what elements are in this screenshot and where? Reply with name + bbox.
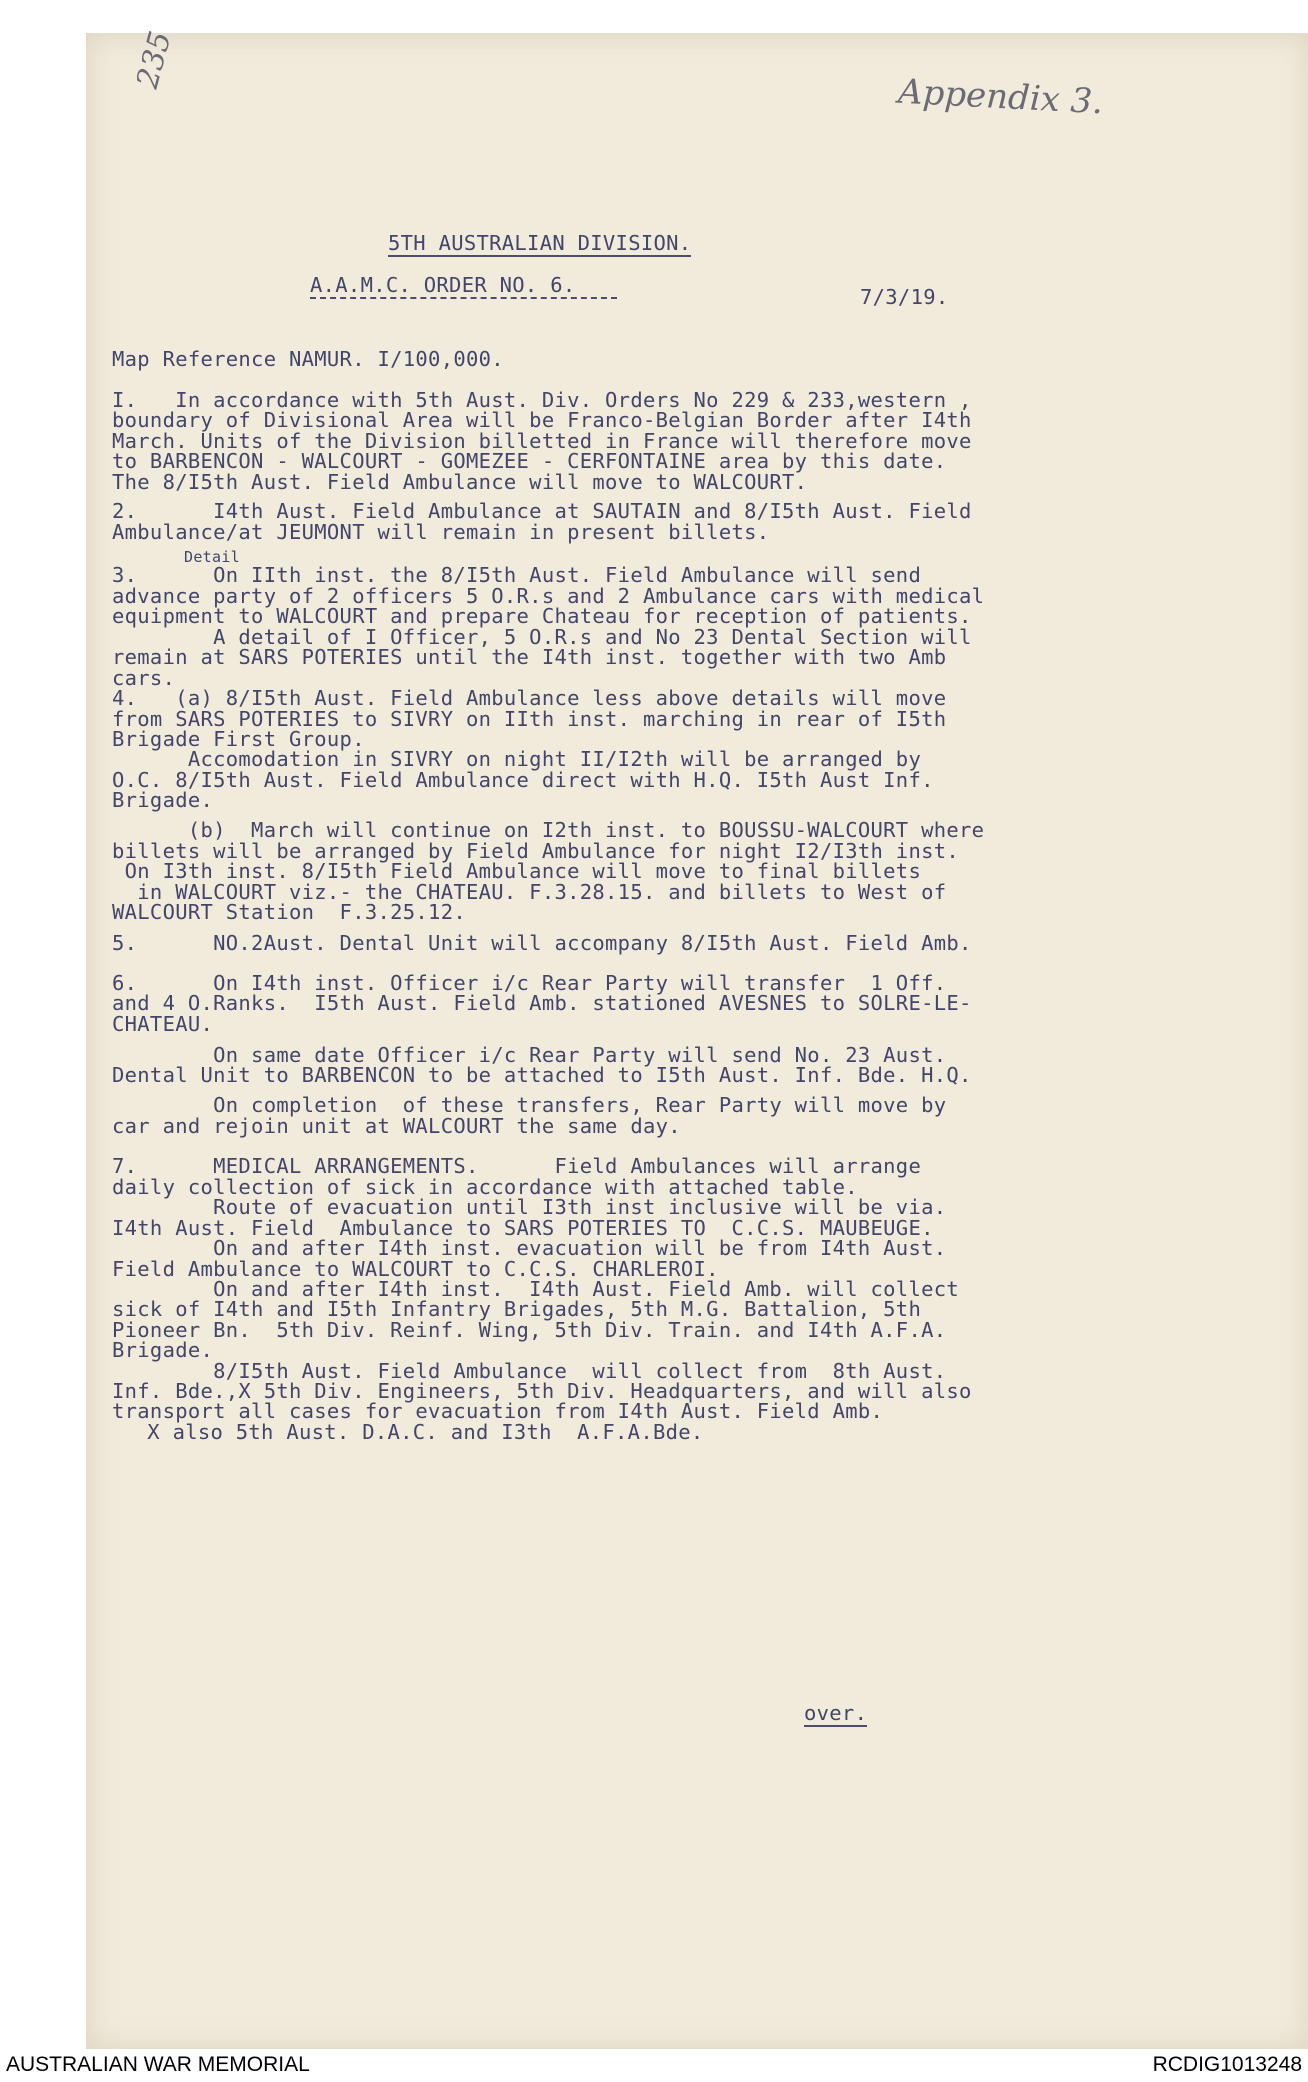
body-line: X also 5th Aust. D.A.C. and I3th A.F.A.Bde.	[122, 1420, 704, 1444]
body-line: WALCOURT Station F.3.25.12.	[112, 900, 466, 924]
body-line: daily collection of sick in accordance with attached table.	[112, 1175, 858, 1199]
appendix-annotation: Appendix 3.	[897, 71, 1105, 123]
body-line: Brigade.	[112, 1338, 214, 1362]
body-line: 8/I5th Aust. Field Ambulance will collect from 8th Aust.	[112, 1359, 947, 1383]
body-line: transport all cases for evacuation from I4th Aust. Field Amb.	[112, 1399, 884, 1423]
body-line: 5. NO.2Aust. Dental Unit will accompany 8/I5th Aust. Field Amb.	[112, 931, 972, 955]
detail-insertion: Detail	[184, 548, 240, 566]
body-line: Dental Unit to BARBENCON to be attached to I5th Aust. Inf. Bde. H.Q.	[112, 1063, 972, 1087]
body-line: boundary of Divisional Area will be Franco-Belgian Border after I4th	[112, 408, 972, 432]
body-line: Inf. Bde.,X 5th Div. Engineers, 5th Div. Headquarters, and will also	[112, 1379, 972, 1403]
order-date: 7/3/19.	[860, 285, 949, 309]
body-line: On completion of these transfers, Rear Party will move by	[112, 1093, 947, 1117]
body-line: A detail of I Officer, 5 O.R.s and No 23 Dental Section will	[112, 625, 972, 649]
body-line: 3. On IIth inst. the 8/I5th Aust. Field Ambulance will send	[112, 563, 922, 587]
body-line: Brigade.	[112, 788, 214, 812]
document-page	[86, 27, 1308, 2049]
body-line: billets will be arranged by Field Ambulance for night I2/I3th inst.	[112, 839, 960, 863]
body-line: equipment to WALCOURT and prepare Chateau for reception of patients.	[112, 604, 972, 628]
body-line: remain at SARS POTERIES until the I4th inst. together with two Amb	[112, 645, 947, 669]
body-line: CHATEAU.	[112, 1012, 214, 1036]
body-line: advance party of 2 officers 5 O.R.s and 2 Ambulance cars with medical	[112, 584, 985, 608]
order-title: A.A.M.C. ORDER NO. 6.	[310, 273, 617, 299]
page-number-annotation: 235	[130, 27, 179, 93]
footer-record-id: RCDIG1013248	[1152, 2053, 1302, 2076]
body-line: sick of I4th and I5th Infantry Brigades, 5th M.G. Battalion, 5th	[112, 1297, 922, 1321]
body-line: The 8/I5th Aust. Field Ambulance will move to WALCOURT.	[112, 470, 808, 494]
body-line: from SARS POTERIES to SIVRY on IIth inst. marching in rear of I5th	[112, 707, 947, 731]
over-note: over.	[804, 1701, 868, 1725]
body-line: I. In accordance with 5th Aust. Div. Orders No 229 & 233,western ,	[112, 388, 972, 412]
footer	[0, 2049, 1308, 2082]
body-line: I4th Aust. Field Ambulance to SARS POTERIES TO C.C.S. MAUBEUGE.	[112, 1216, 934, 1240]
body-line: 4. (a) 8/I5th Aust. Field Ambulance less above details will move	[112, 686, 947, 710]
body-line: Field Ambulance to WALCOURT to C.C.S. CHARLEROI.	[112, 1257, 719, 1281]
body-line: Accomodation in SIVRY on night II/I2th will be arranged by	[112, 747, 922, 771]
body-line: 7. MEDICAL ARRANGEMENTS. Field Ambulances will arrange	[112, 1154, 922, 1178]
body-line: Ambulance/at JEUMONT will remain in present billets.	[112, 520, 770, 544]
map-reference: Map Reference NAMUR. I/100,000.	[112, 347, 504, 371]
division-heading: 5TH AUSTRALIAN DIVISION.	[388, 231, 692, 255]
body-line: O.C. 8/I5th Aust. Field Ambulance direct with H.Q. I5th Aust Inf.	[112, 768, 934, 792]
body-line: in WALCOURT viz.- the CHATEAU. F.3.28.15. and billets to West of	[112, 880, 947, 904]
body-line: (b) March will continue on I2th inst. to BOUSSU-WALCOURT where	[112, 818, 985, 842]
body-line: 2. I4th Aust. Field Ambulance at SAUTAIN and 8/I5th Aust. Field	[112, 499, 972, 523]
body-line: On I3th inst. 8/I5th Field Ambulance will move to final billets	[112, 859, 922, 883]
body-line: Brigade First Group.	[112, 727, 365, 751]
body-line: March. Units of the Division billetted in France will therefore move	[112, 429, 972, 453]
body-line: car and rejoin unit at WALCOURT the same day.	[112, 1114, 681, 1138]
body-line: cars.	[112, 666, 176, 690]
body-line: to BARBENCON - WALCOURT - GOMEZEE - CERFONTAINE area by this date.	[112, 449, 947, 473]
body-line: Pioneer Bn. 5th Div. Reinf. Wing, 5th Div. Train. and I4th A.F.A.	[112, 1318, 947, 1342]
body-line: On and after I4th inst. I4th Aust. Field Amb. will collect	[112, 1277, 960, 1301]
body-line: On and after I4th inst. evacuation will be from I4th Aust.	[112, 1236, 947, 1260]
body-line: On same date Officer i/c Rear Party will send No. 23 Aust.	[112, 1043, 947, 1067]
body-line: Route of evacuation until I3th inst inclusive will be via.	[112, 1195, 947, 1219]
footer-institution: AUSTRALIAN WAR MEMORIAL	[6, 2053, 310, 2076]
body-line: and 4 O.Ranks. I5th Aust. Field Amb. stationed AVESNES to SOLRE-LE-	[112, 991, 972, 1015]
body-line: 6. On I4th inst. Officer i/c Rear Party will transfer 1 Off.	[112, 971, 947, 995]
